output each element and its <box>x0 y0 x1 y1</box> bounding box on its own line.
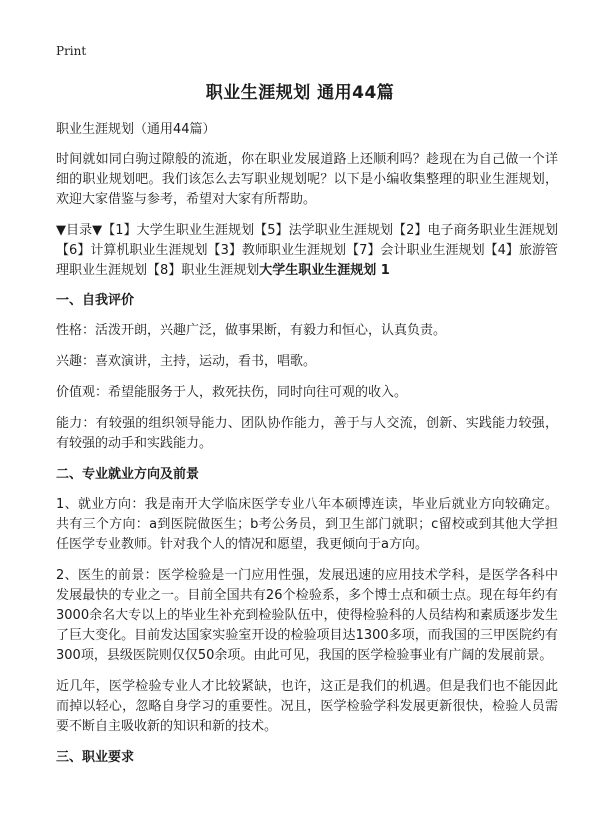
toc-entries: ▼目录▼【1】大学生职业生涯规划【5】法学职业生涯规划【2】电子商务职业生涯规划【6】计算机职业生涯规划【3】教师职业生涯规划【7】会计职业生涯规划【4】旅游管理职业生涯规划【8】职业生涯规划 <box>56 223 558 278</box>
paragraph-career-direction: 1、就业方向：我是南开大学临床医学专业八年本硕博连读，毕业后就业方向较确定。共有三个方向：a到医院做医生；b考公务员，到卫生部门就职；c留校或到其他大学担任医学专业教师。针对我个人的情况和愿望，我更倾向于a方向。 <box>56 497 558 552</box>
document-subtitle: 职业生涯规划（通用44篇） <box>56 122 216 137</box>
intro-paragraph: 时间就如同白驹过隙般的流逝，你在职业发展道路上还顺利吗？趁现在为自己做一个详细的职业规划吧。我们该怎么去写职业规划呢？以下是小编收集整理的职业生涯规划，欢迎大家借鉴与参考，希望对大家有所帮助。 <box>56 152 558 207</box>
page-title: 职业生涯规划 通用44篇 <box>205 83 395 103</box>
section-heading-self-evaluation: 一、自我评价 <box>56 293 135 308</box>
section-heading-job-requirements: 三、职业要求 <box>56 750 135 765</box>
table-of-contents <box>56 221 558 281</box>
paragraph-doctor-prospects: 2、医生的前景：医学检验是一门应用性强，发展迅速的应用技术学科，是医学各科中发展最快的专业之一。目前全国共有26个检验系，多个博士点和硕士点。现在每年约有3000余名大专以上的毕业生补充到检验队伍中，使得检验科的人员结构和素质逐步发生了巨大变化。目前发达国家实验室开设的检验项目达1300多项，而我国的三甲医院约有300项，县级医院则仅仅50余项。由此可见，我国的医学检验事业有广阔的发展前景。 <box>56 568 558 663</box>
toc-current-heading: 大学生职业生涯规划 1 <box>259 263 390 278</box>
paragraph-recent-years: 近几年，医学检验专业人才比较紧缺，也许，这正是我们的机遇。但是我们也不能因此而掉以轻心，忽略自身学习的重要性。况且，医学检验学科发展更新很快，检验人员需要不断自主吸收新的知识和新的技术。 <box>56 679 558 734</box>
print-label: Print <box>56 44 87 58</box>
document-body <box>56 120 558 778</box>
paragraph-personality: 性格：活泼开朗，兴趣广泛，做事果断，有毅力和恒心，认真负责。 <box>56 323 447 338</box>
section-heading-career-direction: 二、专业就业方向及前景 <box>56 467 200 482</box>
paragraph-interests: 兴趣：喜欢演讲，主持，运动，看书，唱歌。 <box>56 354 317 369</box>
paragraph-abilities: 能力：有较强的组织领导能力、团队协作能力，善于与人交流，创新、实践能力较强，有较强的动手和实践能力。 <box>56 416 558 451</box>
paragraph-values: 价值观：希望能服务于人，救死扶伤，同时向往可观的收入。 <box>56 385 408 400</box>
